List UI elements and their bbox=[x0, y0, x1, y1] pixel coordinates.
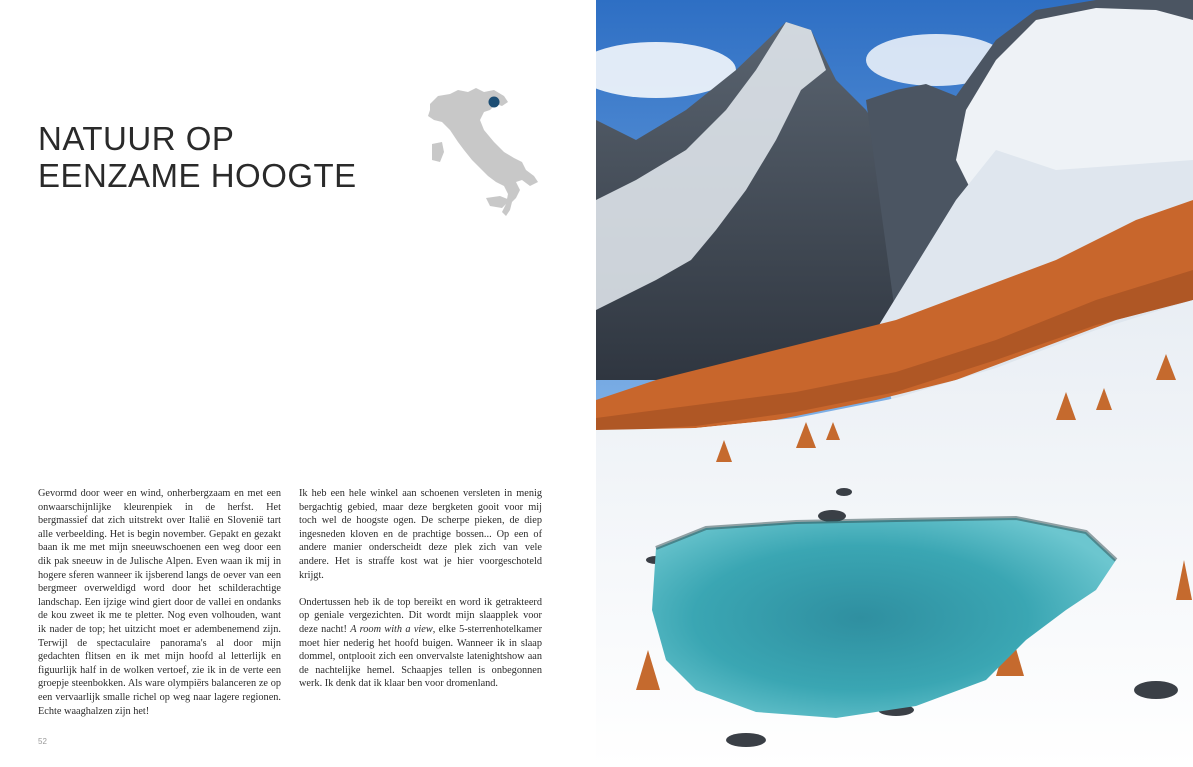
body-column-right bbox=[299, 487, 542, 705]
paragraph bbox=[299, 596, 542, 691]
photo-illustration bbox=[596, 0, 1193, 767]
paragraph-italic-text: A room with a view bbox=[350, 623, 433, 635]
body-column-left bbox=[38, 487, 281, 732]
mountain-lake-photo bbox=[596, 0, 1193, 767]
chapter-title-line-1: NATUUR OP bbox=[38, 120, 235, 157]
italy-map-icon bbox=[424, 86, 542, 220]
paragraph-text: Ondertussen heb ik de top bereikt en word ik getrakteerd op geniale vergezichten. Dit wordt mijn slaapplek voor deze nacht! bbox=[299, 596, 542, 635]
paragraph: Ik heb een hele winkel aan schoenen versleten in menig bergachtig gebied, maar deze bergketen gooit voor mij toch wel de hoogste ogen. De scherpe pieken, de diep ingesneden kloven en de prachtige bossen... Op een of andere manier onderscheidt deze plek zich van vele andere. Het is straffe kost wat je hier voorgeschoteld krijgt. bbox=[299, 488, 542, 581]
page-number: 52 bbox=[38, 737, 47, 746]
italy-shape bbox=[428, 88, 538, 216]
left-page bbox=[0, 0, 596, 767]
chapter-title bbox=[38, 120, 418, 194]
location-marker-icon bbox=[489, 97, 500, 108]
paragraph-text: , elke 5-sterrenhotelkamer moet hier nederig het hoofd buigen. Wanneer ik in slaap dommel, ontplooit zich een onvervalste latenightshow aan de nachtelijke hemel. Schaapjes tellen is onbegonnen werk. Ik denk dat ik klaar ben voor dromenland. bbox=[299, 623, 543, 690]
paragraph: Gevormd door weer en wind, onherbergzaam en met een onwaarschijnlijke kleurenpiek in de herfst. Het bergmassief dat zich uitstrekt over Italië en Slovenië tart alle verbeelding. Het is begin november. Gepakt en gezakt baan ik me met mijn sneeuwschoenen een weg door een dik pak sneeuw in de Julische Alpen. Even waan ik mij in hogere sferen wanneer ik ijsberend langs de oever van een bergmeer overweldigd word door het schilderachtige landschap. Een ijzige wind giert door de vallei en ondanks de kou zweet ik me te pletter. Nog even volhouden, want ik nader de top; het uitzicht moet er adembenemend zijn. Terwijl de spectaculaire panorama's al door mijn gedachten flitsen en ik met mijn hoofd al letterlijk en figuurlijk half in de wolken vertoef, zie ik in de verte een groepje steenbokken. Als ware olympiërs balanceren ze op een vervaarlijk smalle richel op weg naar lagere regionen. Echte waaghalzen zijn het! bbox=[38, 488, 281, 717]
chapter-title-line-2: EENZAME HOOGTE bbox=[38, 157, 357, 194]
